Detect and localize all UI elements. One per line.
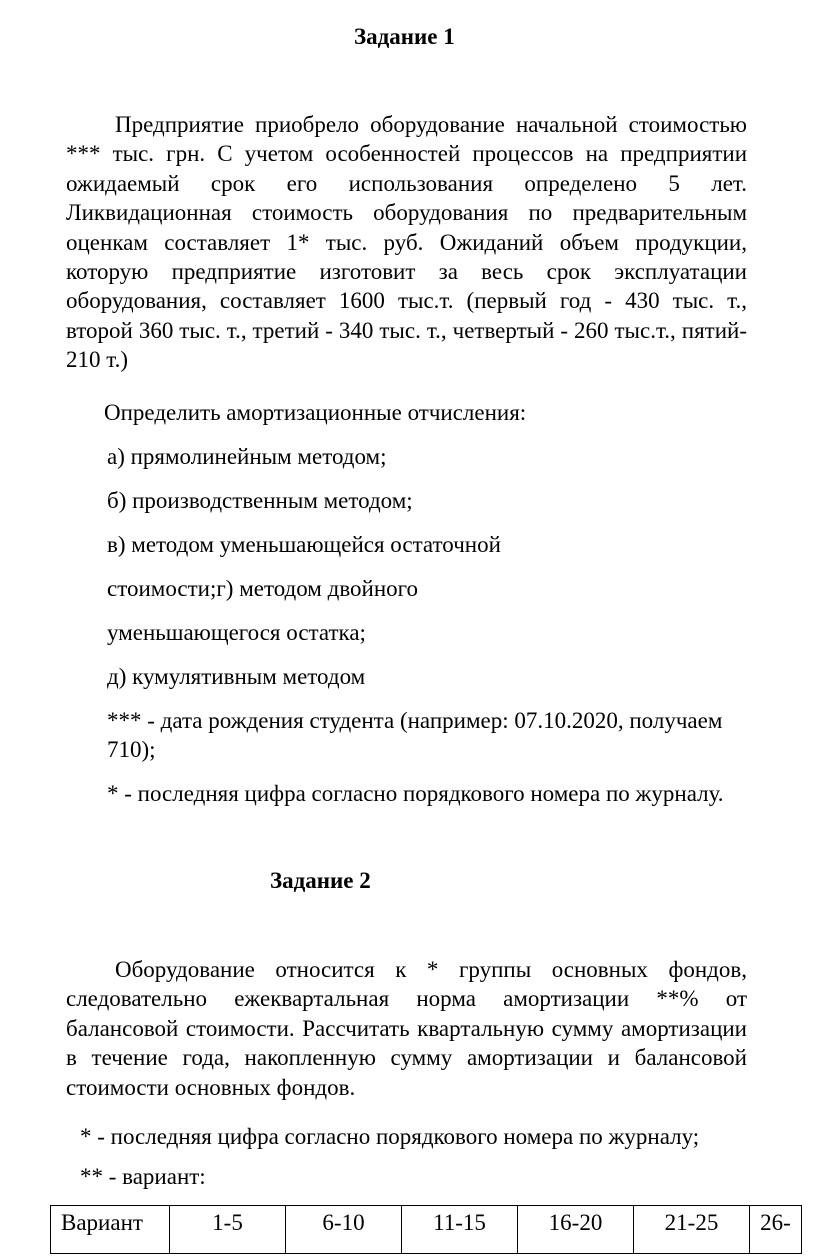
task1-note-journal: * - последняя цифра согласно порядкового номера по журналу. <box>107 781 724 806</box>
list-item-g: стоимости;г) методом двойного <box>107 576 418 601</box>
list-item-g-continued: уменьшающегося остатка; <box>107 620 366 645</box>
task1-prompt: Определить амортизационные отчисления: <box>104 400 527 425</box>
table-cell-header: Вариант <box>51 1206 170 1254</box>
task1-title: Задание 1 <box>354 24 455 49</box>
table-cell: 26- <box>750 1206 802 1254</box>
task1-note-birthdate: *** - дата рождения студента (например: 07.10.2020, получаем <box>107 708 723 733</box>
task2-note-journal: * - последняя цифра согласно порядкового номера по журналу; <box>80 1124 700 1149</box>
list-item-d: д) кумулятивным методом <box>107 664 366 689</box>
table-cell: 1-5 <box>170 1206 286 1254</box>
table-cell: 11-15 <box>402 1206 518 1254</box>
list-item-b: б) производственным методом; <box>107 488 413 513</box>
task2-paragraph: Оборудование относится к * группы основных фондов, следовательно ежеквартальная норма амортизации **% от балансовой стоимости. Рассчитать квартальную сумму амортизации в течение года, накопленную сумму амортизации и балансовой стоимости основных фондов. <box>66 957 747 1100</box>
table-cell: 6-10 <box>286 1206 402 1254</box>
task1-paragraph: Предприятие приобрело оборудование начальной стоимостью *** тыс. грн. С учетом особенностей процессов на предприятии ожидаемый срок его использования определено 5 лет. Ликвидационная стоимость оборудования по предварительным оценкам составляет 1* тыс. руб. Ожиданий объем продукции, которую предприятие изготовит за весь срок эксплуатации оборудования, составляет 1600 тыс.т. (первый год - 430 тыс. т., второй 360 тыс. т., третий - 340 тыс. т., четвертый - 260 тыс.т., пятий- 210 т.) <box>66 112 747 373</box>
task2-title: Задание 2 <box>270 868 371 893</box>
table-cell: 21-25 <box>634 1206 750 1254</box>
task2-note-variant: ** - вариант: <box>80 1164 206 1189</box>
table-cell: 16-20 <box>518 1206 634 1254</box>
task1-note-birthdate-cont: 710); <box>107 737 156 762</box>
list-item-v: в) методом уменьшающейся остаточной <box>107 532 501 557</box>
variant-table <box>50 1205 802 1254</box>
list-item-a: а) прямолинейным методом; <box>107 444 387 469</box>
table-row <box>51 1206 802 1254</box>
